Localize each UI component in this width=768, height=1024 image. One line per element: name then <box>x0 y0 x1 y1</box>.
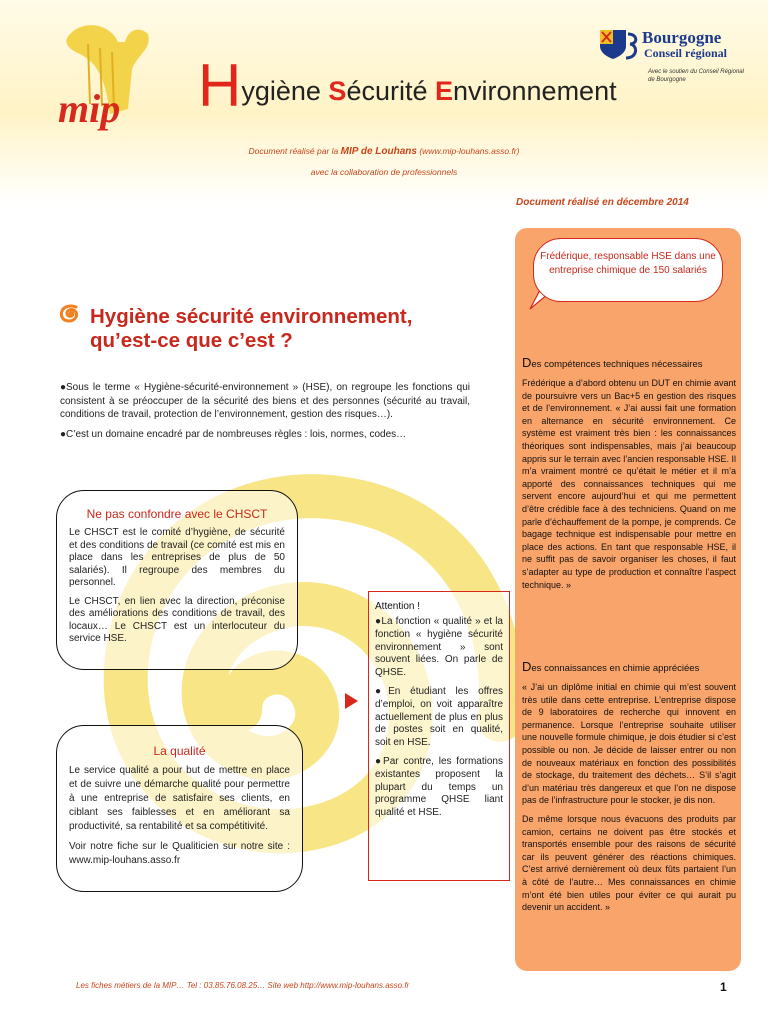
main-heading-line1: Hygiène sécurité environnement, <box>90 305 413 328</box>
bullet-icon: ● <box>60 428 67 440</box>
main-heading <box>90 305 412 353</box>
testimonial-name: Frédérique, responsable HSE dans une entreprise chimique de 150 salariés <box>540 251 716 276</box>
credit-prefix: Document réalisé par la <box>248 146 341 156</box>
qualite-paragraph: Le service qualité a pour but de mettre en place et de suivre une démarche qualité pour permettre à une entreprise de satisfaire ses clients, en ciblant ses faiblesses et en améliorant sa productivité, sa rentabilité et sa compétitivité. <box>69 765 290 832</box>
intro-paragraph: ●Sous le terme « Hygiène-sécurité-environnement » (HSE), on regroupe les fonctions qui consistent à se préoccuper de la sécurité des biens et des personnes (sécurité au travail, conditions de travail, protection de l’environnement, gestion des risques…). <box>60 382 470 420</box>
section-title: Des compétences techniques nécessaires <box>522 355 703 370</box>
document-title <box>198 52 617 119</box>
partner-name: Bourgogne <box>642 28 722 47</box>
page-number: 1 <box>720 980 727 994</box>
footer-text: Les fiches métiers de la MIP… Tel : 03.85.76.08.25… Site web http://www.mip-louhans.asso.fr <box>76 981 410 990</box>
intro-text <box>60 381 470 447</box>
credit-org: MIP de Louhans <box>340 146 417 157</box>
title-e-rest: nvironnement <box>453 76 617 106</box>
attention-item: ●Par contre, les formations existantes proposent la plupart du temps un programme QHSE liant qualité et HSE. <box>375 755 503 819</box>
qualite-paragraph: Voir notre fiche sur le Qualiticien sur notre site : www.mip-louhans.asso.fr <box>69 841 290 866</box>
qualite-title: La qualité <box>153 744 206 758</box>
chsct-paragraph: Le CHSCT est le comité d’hygiène, de sécurité et des conditions de travail (ce comité est mis en place dans les entreprises de plus de 50 salariés). Il regroupe des membres du personnel. <box>69 527 285 588</box>
title-h: H <box>198 52 242 119</box>
bullet-icon: ● <box>375 755 384 767</box>
testimonial-section-competences <box>522 355 736 597</box>
section-text: « J’ai un diplôme initial en chimie qui m’est souvent très utile dans cette entreprise. L’entreprise dispose de 9 laboratoires de recherche qui innovent en permanence. Lorsque l’entreprise souhaite utiliser une nouvelle formule chimique, je dois étudier si c’est possible ou non. Je décide de laisser entrer ou non de nouveaux matériaux en fonction des possibilités de stockage, du traitement des déchets… S’il s’agit d’un matériau très dangereux et que l’on ne dispose pas de l’infrastructure pour le stocker, je dis non. <box>522 682 736 806</box>
arrow-right-icon <box>345 693 358 709</box>
credit-line <box>0 146 768 157</box>
bullet-icon: ● <box>60 382 67 393</box>
attention-box <box>368 591 510 881</box>
collab-line: avec la collaboration de professionnels <box>310 167 458 177</box>
title-s-rest: écurité <box>346 76 435 106</box>
date-line: Document réalisé en décembre 2014 <box>516 197 689 208</box>
chsct-paragraph: Le CHSCT, en lien avec la direction, préconise des améliorations des conditions de travail, des locaux… Le CHSCT est un interlocuteur du service HSE. <box>69 595 285 644</box>
logo-text: mip <box>58 86 121 131</box>
credit-url: (www.mip-louhans.asso.fr) <box>416 146 520 156</box>
attention-title: Attention ! <box>375 601 421 612</box>
main-heading-line2: qu’est-ce que c’est ? <box>90 329 293 352</box>
qualite-box <box>56 725 303 892</box>
partner-support-text: Avec le soutien du Conseil Régional de Bourgogne <box>648 69 744 83</box>
chsct-box <box>56 490 298 670</box>
partner-subtitle: Conseil régional <box>644 46 727 60</box>
bourgogne-shield-icon <box>598 28 638 60</box>
section-text: De même lorsque nous évacuons des produits par camion, certains ne doivent pas être stockés et transportés ensemble pour des raisons de sécurité car ils peuvent générer des réactions chimiques. C’est arrivé dernièrement où deux fûts partaient l’un à côté de l’autre… Mes connaissances en chimie m’ont été bien utiles pour éviter ce qui aurait pu devenir un accident. » <box>522 813 736 913</box>
title-e: E <box>434 76 453 106</box>
intro-paragraph: ●C’est un domaine encadré par de nombreuses règles : lois, normes, codes… <box>60 428 407 440</box>
bullet-icon: ● <box>375 616 382 627</box>
title-h-rest: ygiène <box>241 76 329 106</box>
bullet-icon: ● <box>375 685 389 697</box>
bourgogne-logo <box>596 26 746 70</box>
section-text: Frédérique a d’abord obtenu un DUT en chimie avant de poursuivre vers un Bac+5 en gestion des risques et de l’environnement. « J’ai aussi fait une formation en alternance en sécurité environnement. Ce système est vraiment très bien : les connaissances théoriques sont indispensables, mais j’ai beaucoup appris sur le terrain avec l’ancien responsable HSE. Il m’a vraiment montré ce qu’était le métier et il m’a apporté des connaissances techniques qui me servent encore aujourd’hui et qui me permettent d’être crédible face à des techniciens. Quand on me parle d’échauffement de la pompe, je comprends. Ce bagage technique est indispensable pour mettre en place des actions. En tant que responsable HSE, il ne suffit pas de savoir organiser les choses, il faut s’adapter au type de production et connaître l’aspect technique. » <box>522 378 736 590</box>
chsct-title: Ne pas confondre avec le CHSCT <box>86 507 268 521</box>
testimonial-section-chimie <box>522 659 736 920</box>
section-title: Des connaissances en chimie appréciées <box>522 659 700 674</box>
attention-item: ●En étudiant les offres d’emploi, on voit apparaître actuellement de plus en plus de postes soit en qualité, soit en HSE. <box>375 685 503 749</box>
attention-item: ●La fonction « qualité » et la fonction « hygiène sécurité environnement » sont souvent liées. On parle de QHSE. <box>375 616 503 679</box>
mip-harp-logo <box>40 14 170 144</box>
swirl-icon <box>57 303 83 325</box>
title-s: S <box>328 76 347 106</box>
